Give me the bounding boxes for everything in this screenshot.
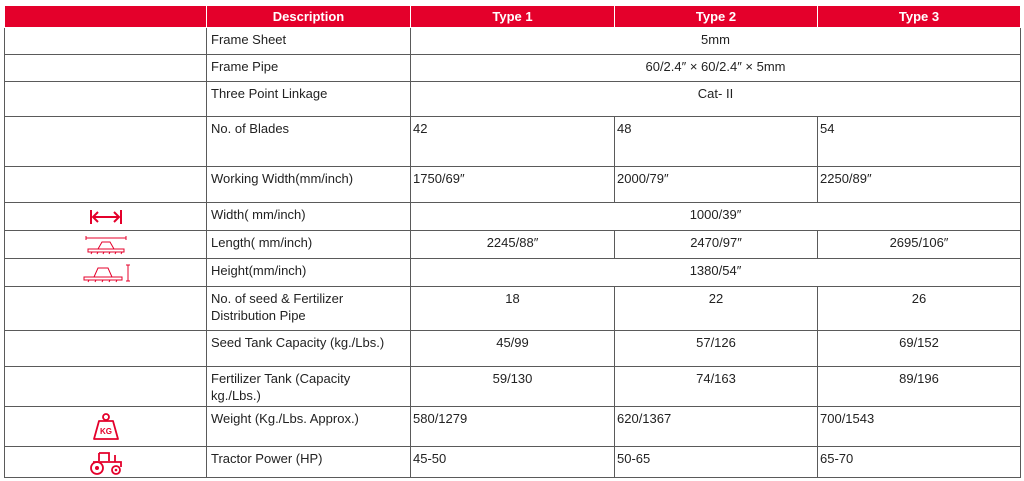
row-icon-cell bbox=[5, 167, 207, 203]
value-type-1: 580/1279 bbox=[411, 407, 615, 447]
row-icon-cell bbox=[5, 28, 207, 55]
row-icon-cell bbox=[5, 447, 207, 478]
machine-height-icon bbox=[80, 263, 132, 283]
width-arrows-icon bbox=[89, 208, 123, 226]
row-label: Three Point Linkage bbox=[207, 82, 411, 117]
row-icon-cell bbox=[5, 231, 207, 259]
value-type-3: 65-70 bbox=[818, 447, 1021, 478]
value-type-2: 2470/97″ bbox=[615, 231, 818, 259]
row-frame-pipe bbox=[5, 55, 1021, 82]
weight-kg-icon bbox=[91, 412, 121, 442]
row-icon-cell bbox=[5, 203, 207, 231]
value-type-2: 50-65 bbox=[615, 447, 818, 478]
row-icon-cell bbox=[5, 55, 207, 82]
value-type-3: 2695/106″ bbox=[818, 231, 1021, 259]
row-label-line-1: Fertilizer Tank (Capacity bbox=[211, 371, 351, 386]
value-type-1: 18 bbox=[411, 287, 615, 331]
row-linkage bbox=[5, 82, 1021, 117]
row-frame-sheet bbox=[5, 28, 1021, 55]
row-icon-cell bbox=[5, 331, 207, 367]
value-type-3: 700/1543 bbox=[818, 407, 1021, 447]
row-tractor-power bbox=[5, 447, 1021, 478]
row-icon-cell bbox=[5, 259, 207, 287]
header-type-1: Type 1 bbox=[411, 6, 615, 28]
value-type-1: 45-50 bbox=[411, 447, 615, 478]
row-value: Cat- II bbox=[411, 82, 1021, 117]
spec-table bbox=[4, 5, 1021, 478]
value-type-1: 45/99 bbox=[411, 331, 615, 367]
header-type-3: Type 3 bbox=[818, 6, 1021, 28]
row-label: Seed Tank Capacity (kg./Lbs.) bbox=[207, 331, 411, 367]
value-type-3: 54 bbox=[818, 117, 1021, 167]
row-icon-cell bbox=[5, 117, 207, 167]
value-type-2: 57/126 bbox=[615, 331, 818, 367]
row-label-line-2: Distribution Pipe bbox=[211, 308, 306, 323]
value-type-1: 2245/88″ bbox=[411, 231, 615, 259]
row-label: No. of Blades bbox=[207, 117, 411, 167]
row-label: Tractor Power (HP) bbox=[207, 447, 411, 478]
row-seed-tank bbox=[5, 331, 1021, 367]
value-type-1: 1750/69″ bbox=[411, 167, 615, 203]
value-type-2: 48 bbox=[615, 117, 818, 167]
row-icon-cell bbox=[5, 287, 207, 331]
row-width bbox=[5, 203, 1021, 231]
machine-length-icon bbox=[84, 235, 128, 255]
value-type-3: 89/196 bbox=[818, 367, 1021, 407]
row-label: Height(mm/inch) bbox=[207, 259, 411, 287]
value-type-3: 26 bbox=[818, 287, 1021, 331]
row-weight bbox=[5, 407, 1021, 447]
row-label: Width( mm/inch) bbox=[207, 203, 411, 231]
row-icon-cell bbox=[5, 407, 207, 447]
value-type-2: 74/163 bbox=[615, 367, 818, 407]
value-type-3: 69/152 bbox=[818, 331, 1021, 367]
row-icon-cell bbox=[5, 82, 207, 117]
row-label-line-2: kg./Lbs.) bbox=[211, 388, 261, 403]
row-label bbox=[207, 287, 411, 331]
header-row bbox=[5, 6, 1021, 28]
row-label: Frame Pipe bbox=[207, 55, 411, 82]
value-type-1: 59/130 bbox=[411, 367, 615, 407]
header-icon-col bbox=[5, 6, 207, 28]
row-value: 60/2.4″ × 60/2.4″ × 5mm bbox=[411, 55, 1021, 82]
row-icon-cell bbox=[5, 367, 207, 407]
header-description: Description bbox=[207, 6, 411, 28]
row-fertilizer-tank bbox=[5, 367, 1021, 407]
value-type-2: 2000/79″ bbox=[615, 167, 818, 203]
row-distribution-pipes bbox=[5, 287, 1021, 331]
tractor-icon bbox=[87, 449, 125, 475]
value-type-1: 42 bbox=[411, 117, 615, 167]
value-type-2: 22 bbox=[615, 287, 818, 331]
value-type-3: 2250/89″ bbox=[818, 167, 1021, 203]
row-length bbox=[5, 231, 1021, 259]
row-label: Length( mm/inch) bbox=[207, 231, 411, 259]
value-type-2: 620/1367 bbox=[615, 407, 818, 447]
row-blades bbox=[5, 117, 1021, 167]
row-label: Weight (Kg./Lbs. Approx.) bbox=[207, 407, 411, 447]
header-type-2: Type 2 bbox=[615, 6, 818, 28]
row-value: 1000/39″ bbox=[411, 203, 1021, 231]
row-label: Working Width(mm/inch) bbox=[207, 167, 411, 203]
weight-badge-text: KG bbox=[99, 426, 112, 436]
row-value: 5mm bbox=[411, 28, 1021, 55]
row-working-width bbox=[5, 167, 1021, 203]
row-value: 1380/54″ bbox=[411, 259, 1021, 287]
row-label-line-1: No. of seed & Fertilizer bbox=[211, 291, 344, 306]
row-height bbox=[5, 259, 1021, 287]
row-label: Frame Sheet bbox=[207, 28, 411, 55]
row-label bbox=[207, 367, 411, 407]
